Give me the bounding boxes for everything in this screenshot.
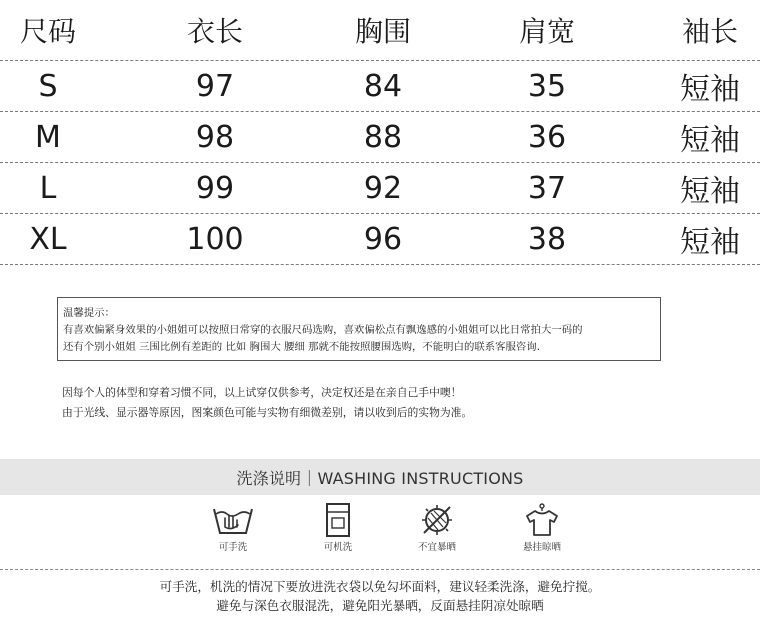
footer-line: 可手洗，机洗的情况下要放进洗衣袋以免勾坏面料，建议轻柔洗涤，避免拧搅。 bbox=[159, 579, 601, 594]
hang-dry-icon bbox=[520, 503, 564, 537]
no-sun-dry-icon bbox=[415, 503, 459, 537]
header-bust: 胸围 bbox=[354, 15, 411, 48]
table-cell: 短袖 bbox=[680, 225, 740, 260]
notes bbox=[62, 383, 472, 423]
table-cell: 短袖 bbox=[680, 123, 740, 158]
table-cell: 35 bbox=[527, 68, 567, 104]
table-cell: 99 bbox=[195, 170, 235, 206]
wash-icon-item bbox=[397, 503, 477, 553]
header-sleeve: 袖长 bbox=[681, 15, 738, 48]
note-line: 因每个人的体型和穿着习惯不同，以上试穿仅供参考，决定权还是在亲自己手中噢！ bbox=[62, 386, 462, 399]
table-cell: 100 bbox=[186, 221, 244, 257]
wash-icon-label: 可机洗 bbox=[323, 542, 353, 553]
wash-icon-label: 悬挂晾晒 bbox=[522, 542, 561, 553]
header-length: 衣长 bbox=[186, 15, 243, 48]
tips-title: 温馨提示： bbox=[63, 307, 115, 319]
wash-icon-item bbox=[193, 503, 273, 553]
table-cell: 84 bbox=[363, 68, 403, 104]
table-header-row bbox=[0, 0, 760, 61]
washing-footer bbox=[0, 577, 760, 615]
machine-wash-icon bbox=[316, 503, 360, 537]
wash-icon-item bbox=[298, 503, 378, 553]
table-cell: 88 bbox=[363, 119, 403, 155]
table-cell: 短袖 bbox=[680, 72, 740, 107]
washing-title-bar bbox=[0, 459, 760, 495]
header-size: 尺码 bbox=[19, 15, 76, 48]
table-cell: 92 bbox=[363, 170, 403, 206]
wash-icon-label: 不宜暴晒 bbox=[417, 542, 456, 553]
table-row bbox=[0, 163, 760, 214]
size-table bbox=[0, 0, 760, 265]
table-cell: 短袖 bbox=[680, 174, 740, 209]
note-line: 由于光线、显示器等原因，图案颜色可能与实物有细微差别，请以收到后的实物为准。 bbox=[62, 406, 473, 419]
wash-icon-item bbox=[502, 503, 582, 553]
divider bbox=[0, 569, 760, 570]
table-cell: 96 bbox=[363, 221, 403, 257]
table-row bbox=[0, 112, 760, 163]
tips-line: 有喜欢偏紧身效果的小姐姐可以按照日常穿的衣服尺码选购，喜欢偏松点有飘逸感的小姐姐可以比日常拍大一码的 bbox=[63, 324, 583, 336]
table-cell: 97 bbox=[195, 68, 235, 104]
table-cell: 98 bbox=[195, 119, 235, 155]
washing-title: 洗涤说明｜WASHING INSTRUCTIONS bbox=[236, 468, 524, 488]
tips-line: 还有个别小姐姐 三围比例有差距的 比如 胸围大 腰细 那就不能按照腰围选购，不能明白的联系客服咨询. bbox=[63, 341, 541, 353]
table-cell: 38 bbox=[527, 221, 567, 257]
table-cell: M bbox=[35, 119, 61, 155]
footer-line: 避免与深色衣服混洗，避免阳光暴晒，反面悬挂阴凉处晾晒 bbox=[216, 598, 544, 613]
table-cell: XL bbox=[29, 221, 67, 257]
hand-wash-icon bbox=[211, 503, 255, 537]
table-cell: S bbox=[38, 68, 58, 104]
wash-icon-label: 可手洗 bbox=[218, 542, 248, 553]
tips-box bbox=[57, 297, 661, 361]
table-cell: 37 bbox=[527, 170, 567, 206]
table-cell: 36 bbox=[527, 119, 567, 155]
table-row bbox=[0, 61, 760, 112]
table-cell: L bbox=[39, 170, 57, 206]
header-shoulder: 肩宽 bbox=[518, 15, 575, 48]
table-row bbox=[0, 214, 760, 265]
washing-icons bbox=[0, 503, 760, 563]
